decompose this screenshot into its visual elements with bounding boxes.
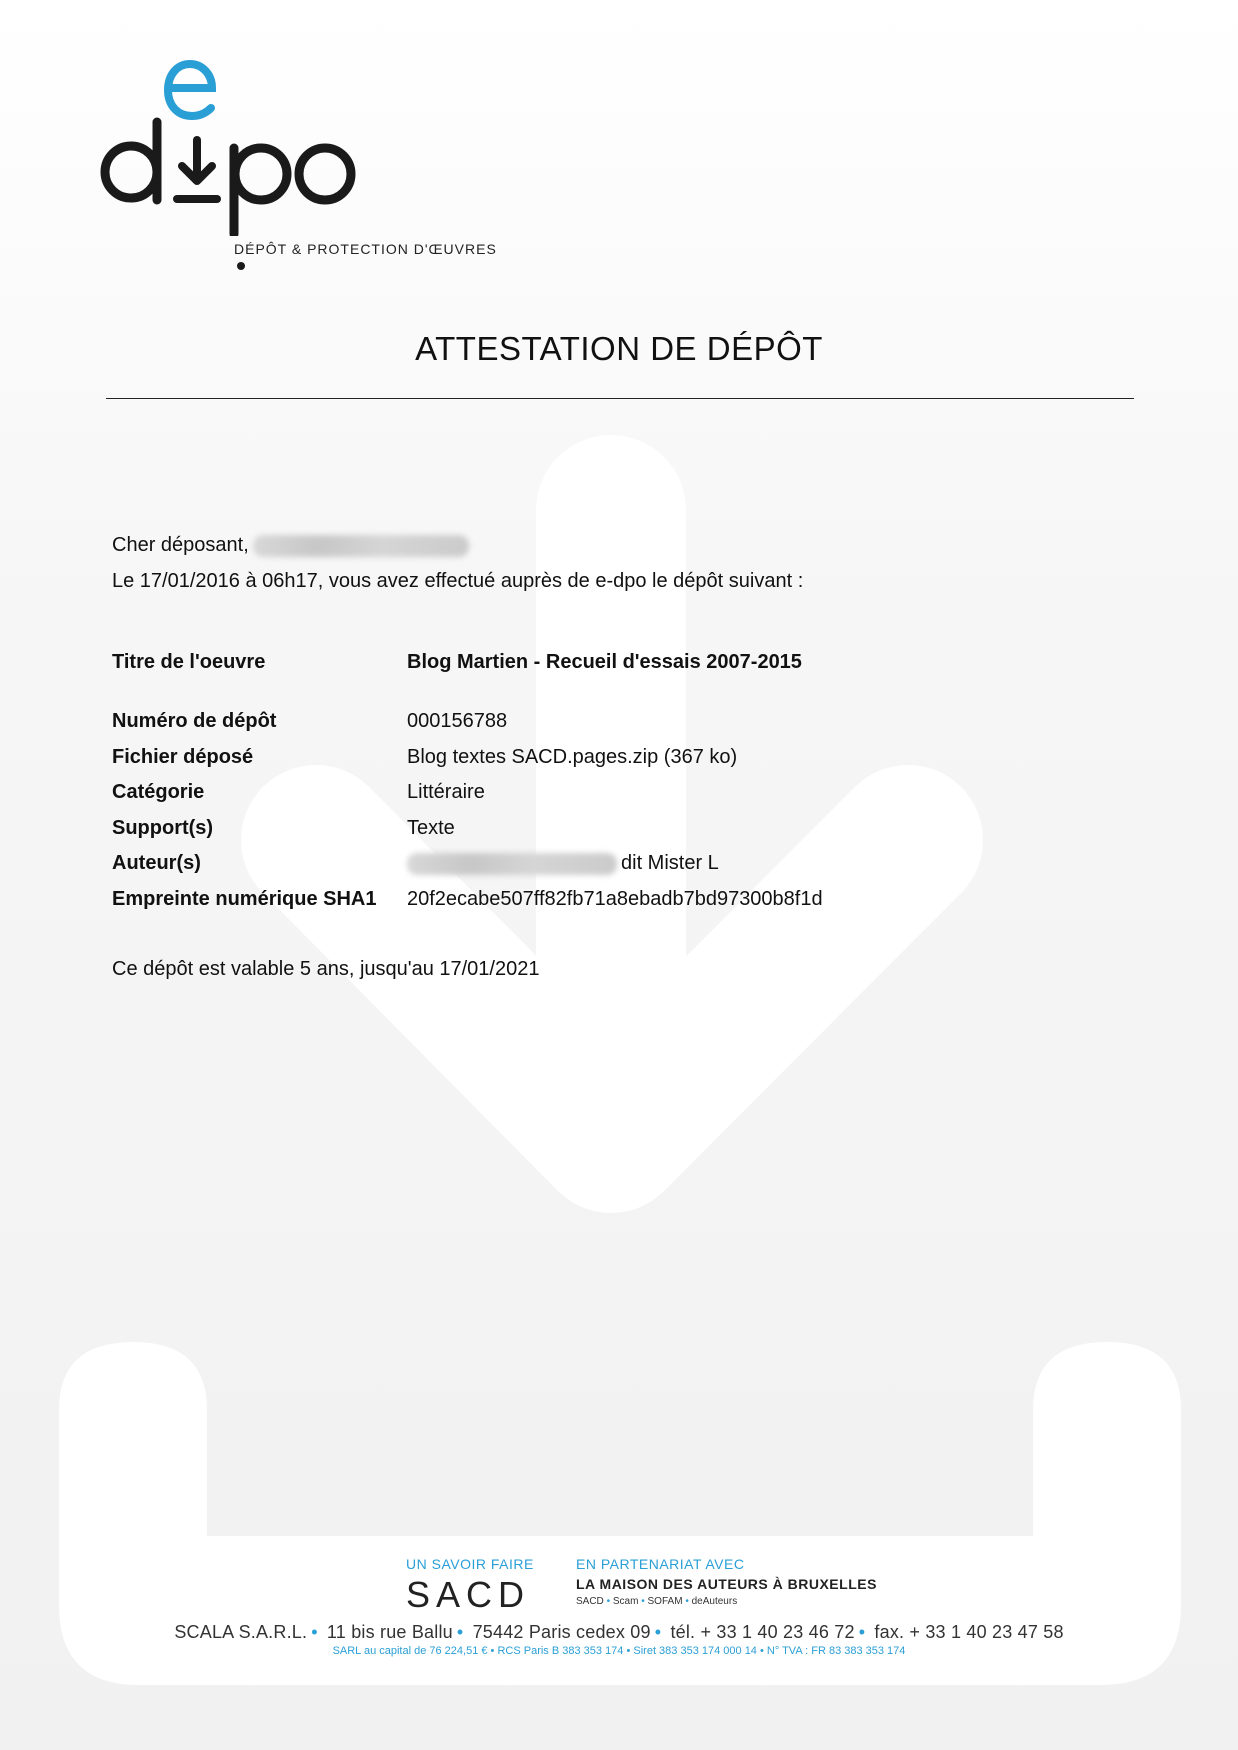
partner-item: Scam (612, 1596, 639, 1607)
logo-dot-icon (236, 261, 246, 271)
partner-item: SACD (576, 1596, 604, 1607)
partner-list: SACD • Scam • SOFAM • deAuteurs (576, 1596, 738, 1607)
edpo-wordmark-icon (98, 56, 368, 236)
detail-value: Blog Martien - Recueil d'essais 2007-2015 (407, 651, 802, 673)
document-title: ATTESTATION DE DÉPÔT (415, 330, 823, 367)
footer-sacd-block (406, 1556, 534, 1616)
detail-label: Numéro de dépôt (112, 710, 277, 732)
detail-value (407, 852, 719, 875)
detail-label: Empreinte numérique SHA1 (112, 888, 377, 910)
partner-item: SOFAM (647, 1596, 683, 1607)
greeting (112, 534, 469, 557)
detail-value: Blog textes SACD.pages.zip (367 ko) (407, 746, 738, 768)
fax: fax. + 33 1 40 23 47 58 (874, 1622, 1064, 1642)
redacted-name (253, 535, 469, 557)
city: 75442 Paris cedex 09 (472, 1622, 651, 1642)
maison-auteurs-label: LA MAISON DES AUTEURS À BRUXELLES (576, 1576, 877, 1592)
intro-text: Le 17/01/2016 à 06h17, vous avez effectué auprès de e-dpo le dépôt suivant : (112, 570, 804, 592)
title-divider (106, 398, 1134, 399)
detail-value: Littéraire (407, 781, 485, 803)
partenariat-label: EN PARTENARIAT AVEC (576, 1556, 745, 1572)
street: 11 bis rue Ballu (326, 1622, 453, 1642)
greeting-prefix: Cher déposant, (112, 534, 249, 556)
footer-address: SCALA S.A.R.L. • 11 bis rue Ballu • 75442 Paris cedex 09 • tél. + 33 1 40 23 46 72 • fax. + 33 1 40 23 47 58 (174, 1622, 1064, 1642)
footer-partner-block (576, 1556, 877, 1607)
edpo-logo (98, 56, 498, 286)
phone: tél. + 33 1 40 23 46 72 (670, 1622, 855, 1642)
detail-value: 20f2ecabe507ff82fb71a8ebadb7bd97300b8f1d (407, 888, 823, 910)
logo-tagline: DÉPÔT & PROTECTION D'ŒUVRES (234, 241, 497, 257)
detail-value: Texte (407, 817, 455, 839)
detail-label: Auteur(s) (112, 852, 201, 874)
detail-label: Support(s) (112, 817, 214, 839)
detail-value: 000156788 (407, 710, 508, 732)
partner-item: deAuteurs (691, 1596, 738, 1607)
redacted-author (407, 853, 617, 875)
company-name: SCALA S.A.R.L. (174, 1622, 308, 1642)
savoir-faire-label: UN SAVOIR FAIRE (406, 1556, 534, 1572)
sacd-logo: SACD (406, 1574, 531, 1615)
validity-text: Ce dépôt est valable 5 ans, jusqu'au 17/01/2021 (112, 958, 540, 980)
detail-label: Fichier déposé (112, 746, 254, 768)
footer-legal: SARL au capital de 76 224,51 € • RCS Paris B 383 353 174 • Siret 383 353 174 000 14 • N° TVA : FR 83 383 353 174 (332, 1645, 906, 1657)
detail-label: Catégorie (112, 781, 205, 803)
author-alias: dit Mister L (621, 852, 719, 874)
detail-label: Titre de l'oeuvre (112, 651, 266, 673)
